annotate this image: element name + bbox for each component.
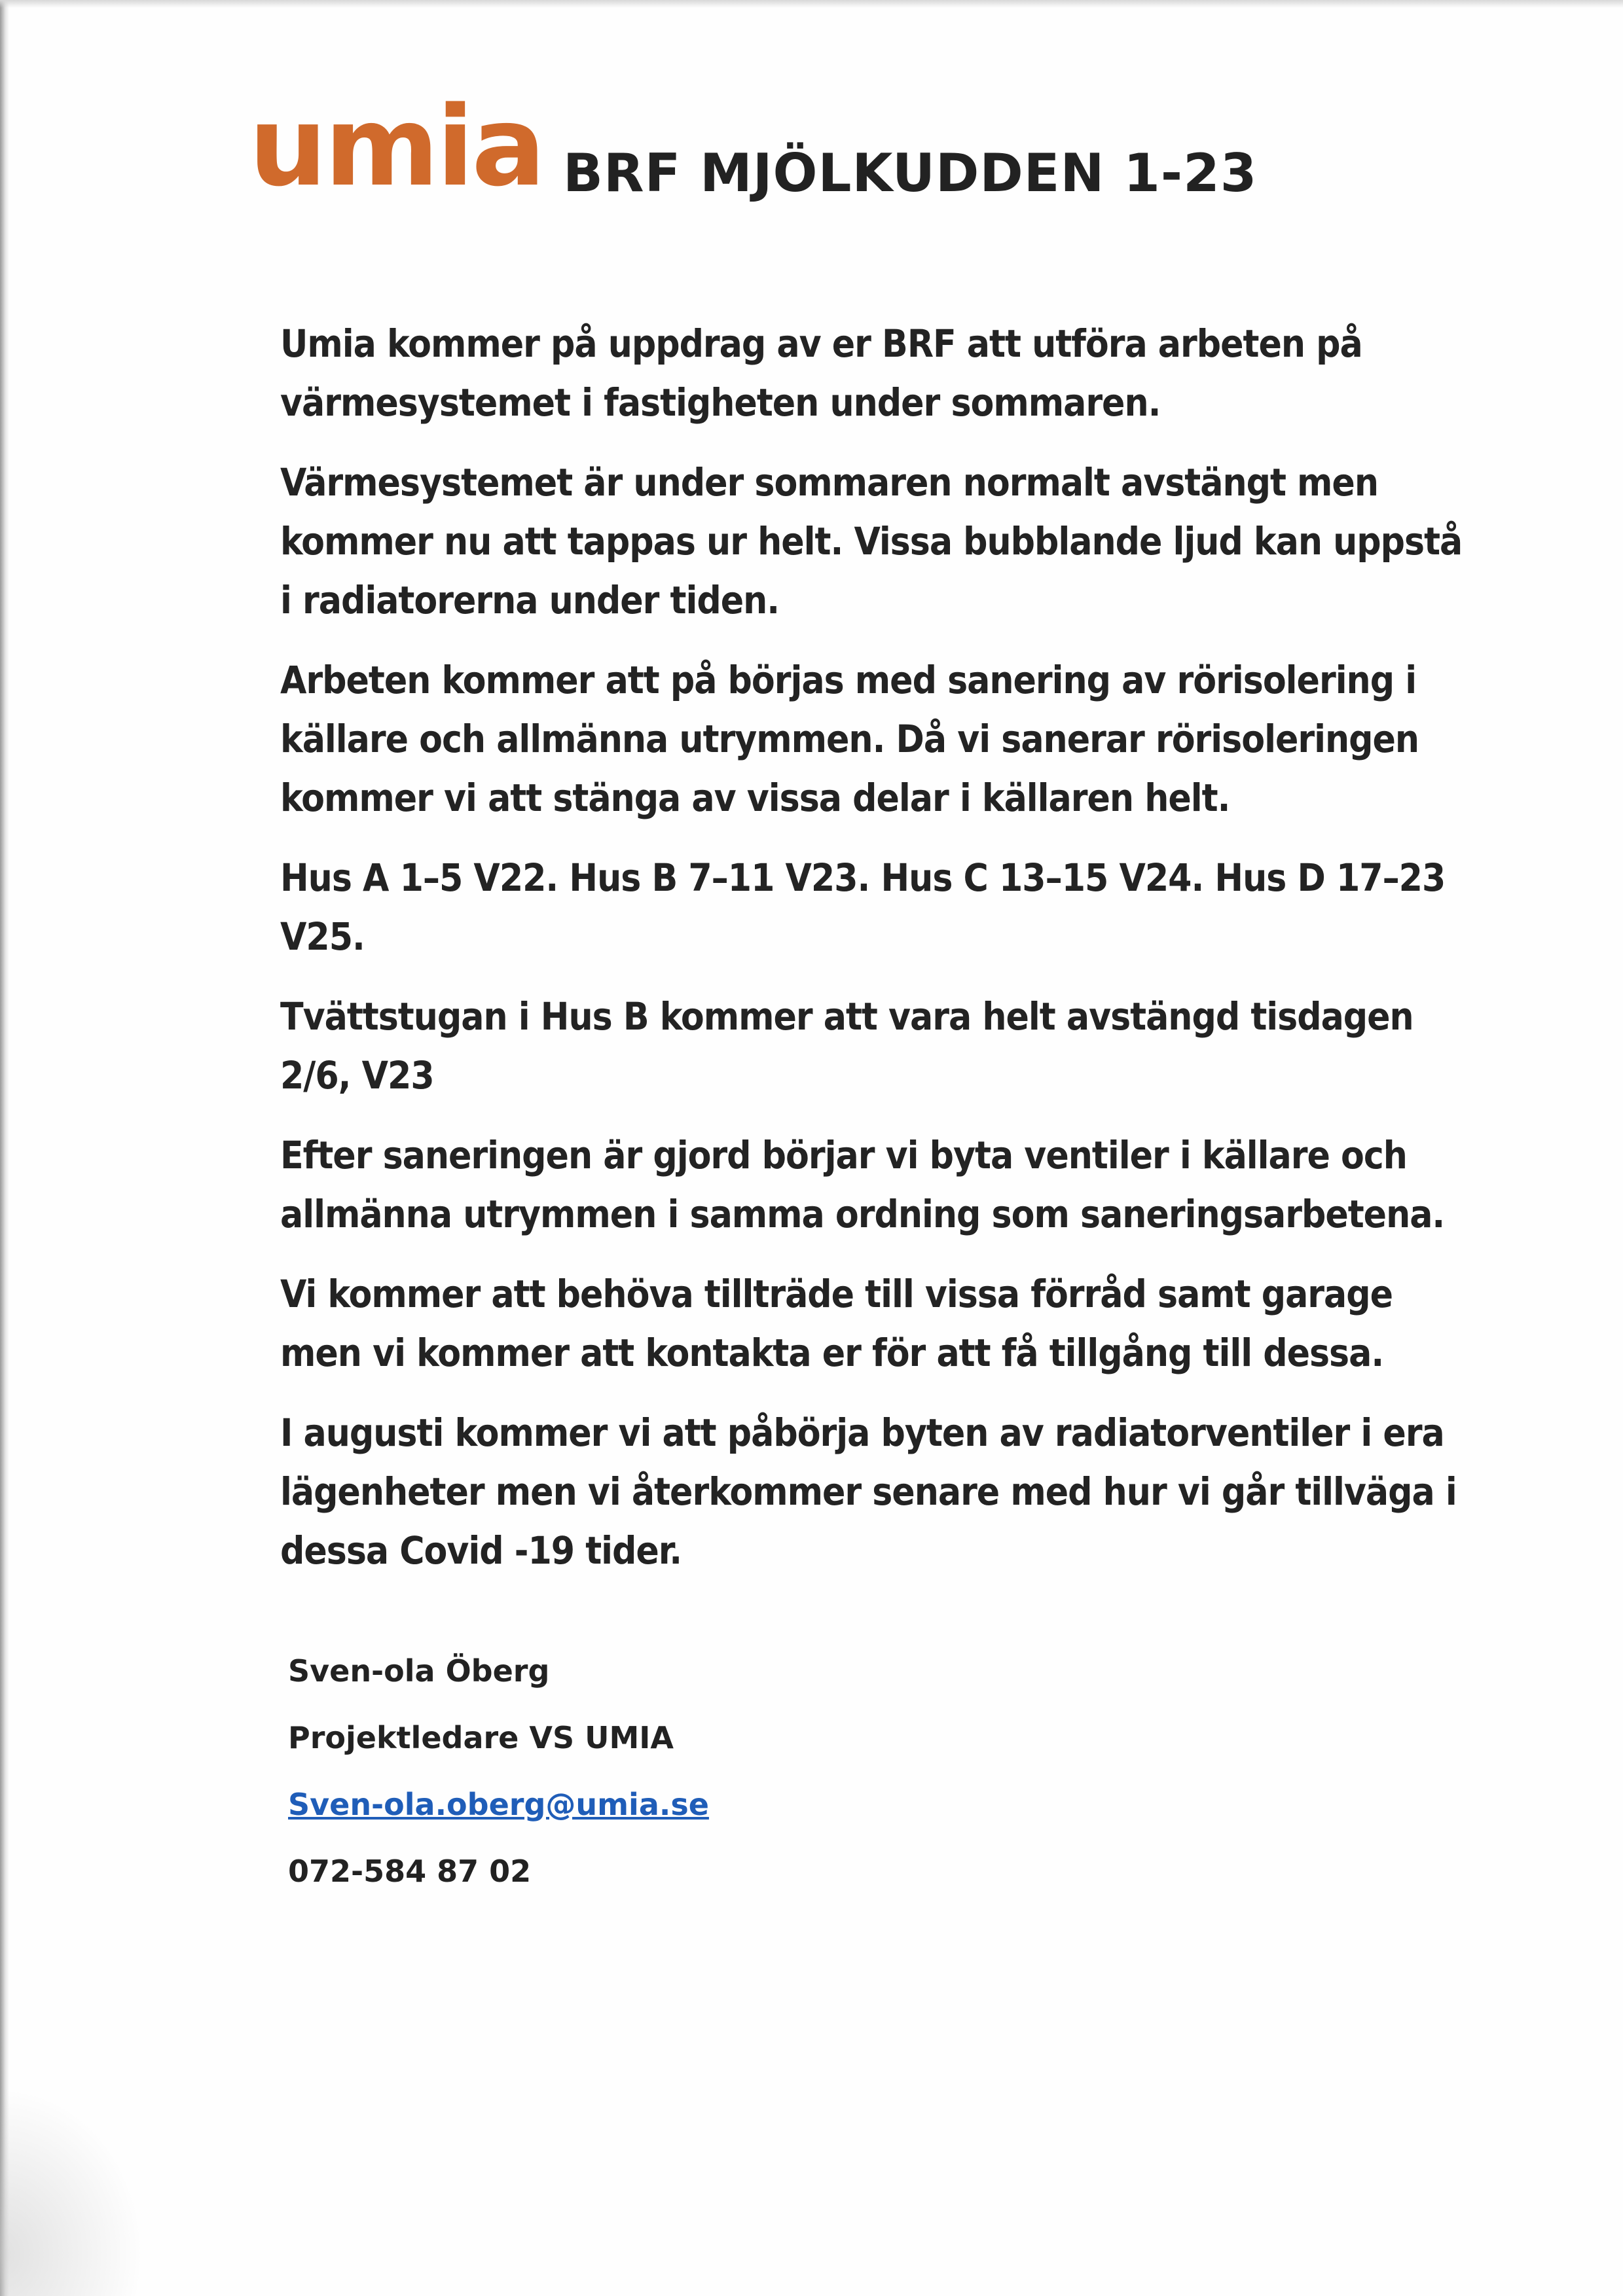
scan-edge-top xyxy=(0,0,1623,8)
signature-email-row xyxy=(288,1789,1074,1820)
signature-name: Sven-ola Öberg xyxy=(288,1653,550,1689)
paragraph-access: Vi kommer att behöva tillträde till vissa förråd samt garage men vi kommer att kontakta er för att få tillgång till dessa. xyxy=(280,1272,1393,1375)
umia-logo: umia xyxy=(249,82,543,211)
letter-header xyxy=(249,82,1493,211)
signature-block xyxy=(288,1653,1074,1923)
email-link[interactable]: Sven-ola.oberg@umia.se xyxy=(288,1787,709,1822)
paragraph-schedule: Hus A 1–5 V22. Hus B 7–11 V23. Hus C 13–15 V24. Hus D 17–23 V25. xyxy=(280,855,1446,959)
paragraph-heating-system: Värmesystemet är under sommaren normalt avstängt men kommer nu att tappas ur helt. Vissa bubblande ljud kan uppstå i radiatorerna under tiden. xyxy=(280,460,1463,622)
paragraph-sanitation: Arbeten kommer att på börjas med sanering av rörisolering i källare och allmänna utrymmen. Då vi sanerar rörisoleringen kommer vi att stänga av vissa delar i källaren helt. xyxy=(280,658,1419,820)
scan-edge-left xyxy=(0,0,9,2296)
document-title: BRF MJÖLKUDDEN 1-23 xyxy=(563,143,1258,204)
signature-phone: 072-584 87 02 xyxy=(288,1854,532,1889)
paragraph-laundry: Tvättstugan i Hus B kommer att vara helt avstängd tisdagen 2/6, V23 xyxy=(280,994,1413,1098)
letter-body xyxy=(280,314,1478,1601)
scan-corner-fold xyxy=(0,2087,144,2296)
paragraph-valves: Efter saneringen är gjord börjar vi byta ventiler i källare och allmänna utrymmen i samma ordning som saneringsarbetena. xyxy=(280,1133,1445,1236)
paragraph-august: I augusti kommer vi att påbörja byten av radiatorventiler i era lägenheter men vi återkommer senare med hur vi går tillväga i dessa Covid -19 tider. xyxy=(280,1410,1457,1573)
paragraph-intro: Umia kommer på uppdrag av er BRF att utföra arbeten på värmesystemet i fastigheten under sommaren. xyxy=(280,321,1362,425)
signature-role: Projektledare VS UMIA xyxy=(288,1720,674,1755)
